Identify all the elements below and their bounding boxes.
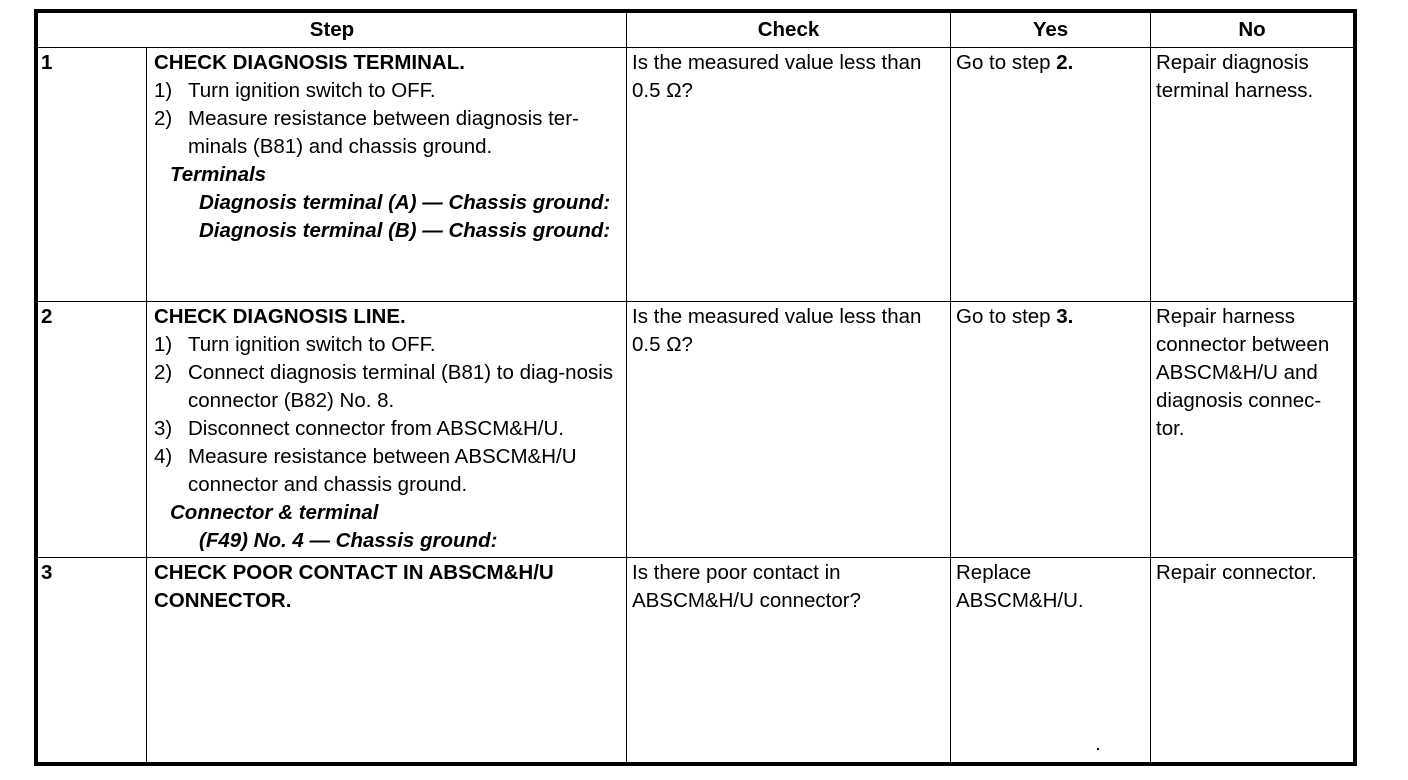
list-item: 1) Turn ignition switch to OFF.: [154, 333, 436, 356]
connector-spec: (F49) No. 4 — Chassis ground:: [199, 529, 498, 552]
step-title: CHECK DIAGNOSIS TERMINAL.: [154, 51, 465, 74]
step-title: CHECK POOR CONTACT IN ABSCM&H/U CONNECTOR.: [154, 561, 554, 612]
no-action: Repair harness connector between ABSCM&H/U and diagnosis connec-tor.: [1151, 302, 1354, 558]
step-number: 3: [38, 558, 147, 763]
table-row: [38, 558, 1354, 763]
list-item: 3) Disconnect connector from ABSCM&H/U.: [154, 417, 564, 440]
header-step: Step: [38, 13, 627, 48]
header-no: No: [1151, 13, 1354, 48]
terminal-spec: Diagnosis terminal (B) — Chassis ground:: [199, 219, 611, 242]
table-row: [38, 302, 1354, 558]
no-action: Repair diagnosis terminal harness.: [1151, 48, 1354, 302]
check-question: Is the measured value less than 0.5 Ω?: [627, 48, 951, 302]
list-item: 4) Measure resistance between ABSCM&H/U connector and chassis ground.: [154, 445, 577, 496]
connector-label: Connector & terminal: [170, 501, 379, 524]
header-row: [38, 13, 1354, 48]
header-yes: Yes: [951, 13, 1151, 48]
list-item: 1) Turn ignition switch to OFF.: [154, 79, 436, 102]
no-action: Repair connector.: [1151, 558, 1354, 763]
diagnostic-table: [37, 12, 1354, 763]
terminal-spec: Diagnosis terminal (A) — Chassis ground:: [199, 191, 611, 214]
yes-action: Go to step 2.: [951, 48, 1151, 302]
list-item: 2) Connect diagnosis terminal (B81) to diag-nosis connector (B82) No. 8.: [154, 361, 614, 412]
step-number: 2: [38, 302, 147, 558]
step-instructions: [147, 302, 627, 558]
scan-speck: [1097, 748, 1099, 750]
list-item: 2) Measure resistance between diagnosis ter-minals (B81) and chassis ground.: [154, 107, 579, 158]
step-title: CHECK DIAGNOSIS LINE.: [154, 305, 406, 328]
step-instructions: [147, 48, 627, 302]
yes-action: Go to step 3.: [951, 302, 1151, 558]
check-question: Is the measured value less than 0.5 Ω?: [627, 302, 951, 558]
step-number: 1: [38, 48, 147, 302]
terminals-label: Terminals: [170, 163, 267, 186]
yes-action: Replace ABSCM&H/U.: [951, 558, 1151, 763]
check-question: Is there poor contact in ABSCM&H/U connector?: [627, 558, 951, 763]
step-instructions: [147, 558, 627, 763]
header-check: Check: [627, 13, 951, 48]
table-row: [38, 48, 1354, 302]
